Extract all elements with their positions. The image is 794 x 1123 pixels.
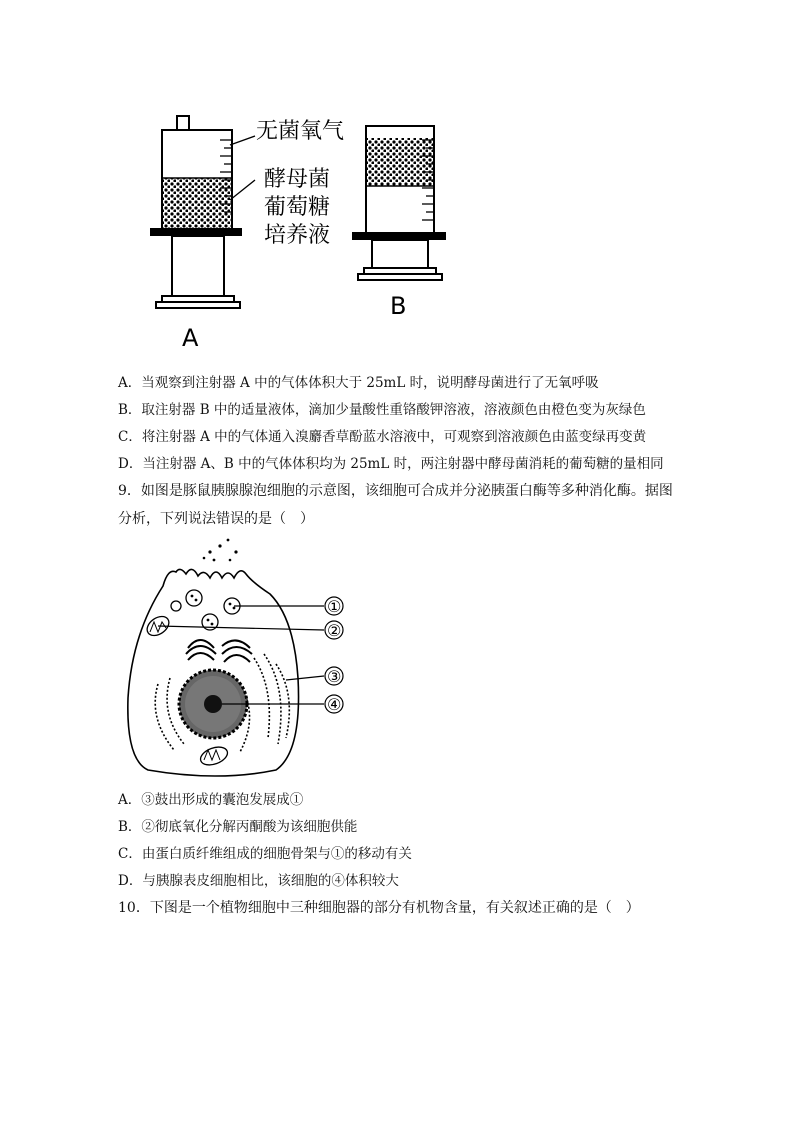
cell-label-4: ④ (327, 695, 342, 714)
q9-stem-line1: 9．如图是豚鼠胰腺腺泡细胞的示意图，该细胞可合成并分泌胰蛋白酶等多种消化酶。据图 (118, 483, 673, 499)
syringe-label-a: A (182, 324, 199, 352)
q9-option-c: C．由蛋白质纤维组成的细胞骨架与①的移动有关 (118, 846, 412, 862)
q8-option-d: D．当注射器 A、B 中的气体体积均为 25mL 时，两注射器中酵母菌消耗的葡萄糖的量相同 (118, 456, 664, 472)
cell-label-2: ② (327, 621, 342, 640)
syringe-label-b: B (390, 292, 407, 320)
q9-stem-line2: 分析，下列说法错误的是（ ） (118, 511, 314, 527)
syringe-figure (140, 110, 460, 355)
cell-figure (118, 538, 358, 786)
syringe-b (352, 126, 446, 320)
q9-option-b: B．②彻底氧化分解丙酮酸为该细胞供能 (118, 819, 358, 835)
syringe-a (150, 116, 344, 352)
syringe-label-yeast-1: 酵母菌 (264, 167, 331, 192)
q8-option-a: A．当观察到注射器 A 中的气体体积大于 25mL 时，说明酵母菌进行了无氧呼吸 (118, 375, 599, 391)
syringe-label-yeast-2: 葡萄糖 (264, 195, 331, 220)
q9-option-a: A．③鼓出形成的囊泡发展成① (118, 792, 304, 808)
syringe-label-yeast-3: 培养液 (264, 223, 331, 248)
q9-option-d: D．与胰腺表皮细胞相比，该细胞的④体积较大 (118, 873, 399, 889)
syringe-label-gas: 无菌氧气 (256, 119, 345, 144)
cell-label-1: ① (327, 597, 342, 616)
q10-stem: 10．下图是一个植物细胞中三种细胞器的部分有机物含量，有关叙述正确的是（ ） (118, 900, 640, 916)
q8-option-c: C．将注射器 A 中的气体通入溴麝香草酚蓝水溶液中，可观察到溶液颜色由蓝变绿再变黄 (118, 429, 647, 445)
cell-label-3: ③ (327, 667, 342, 686)
q8-option-b: B．取注射器 B 中的适量液体，滴加少量酸性重铬酸钾溶液，溶液颜色由橙色变为灰绿色 (118, 402, 646, 418)
